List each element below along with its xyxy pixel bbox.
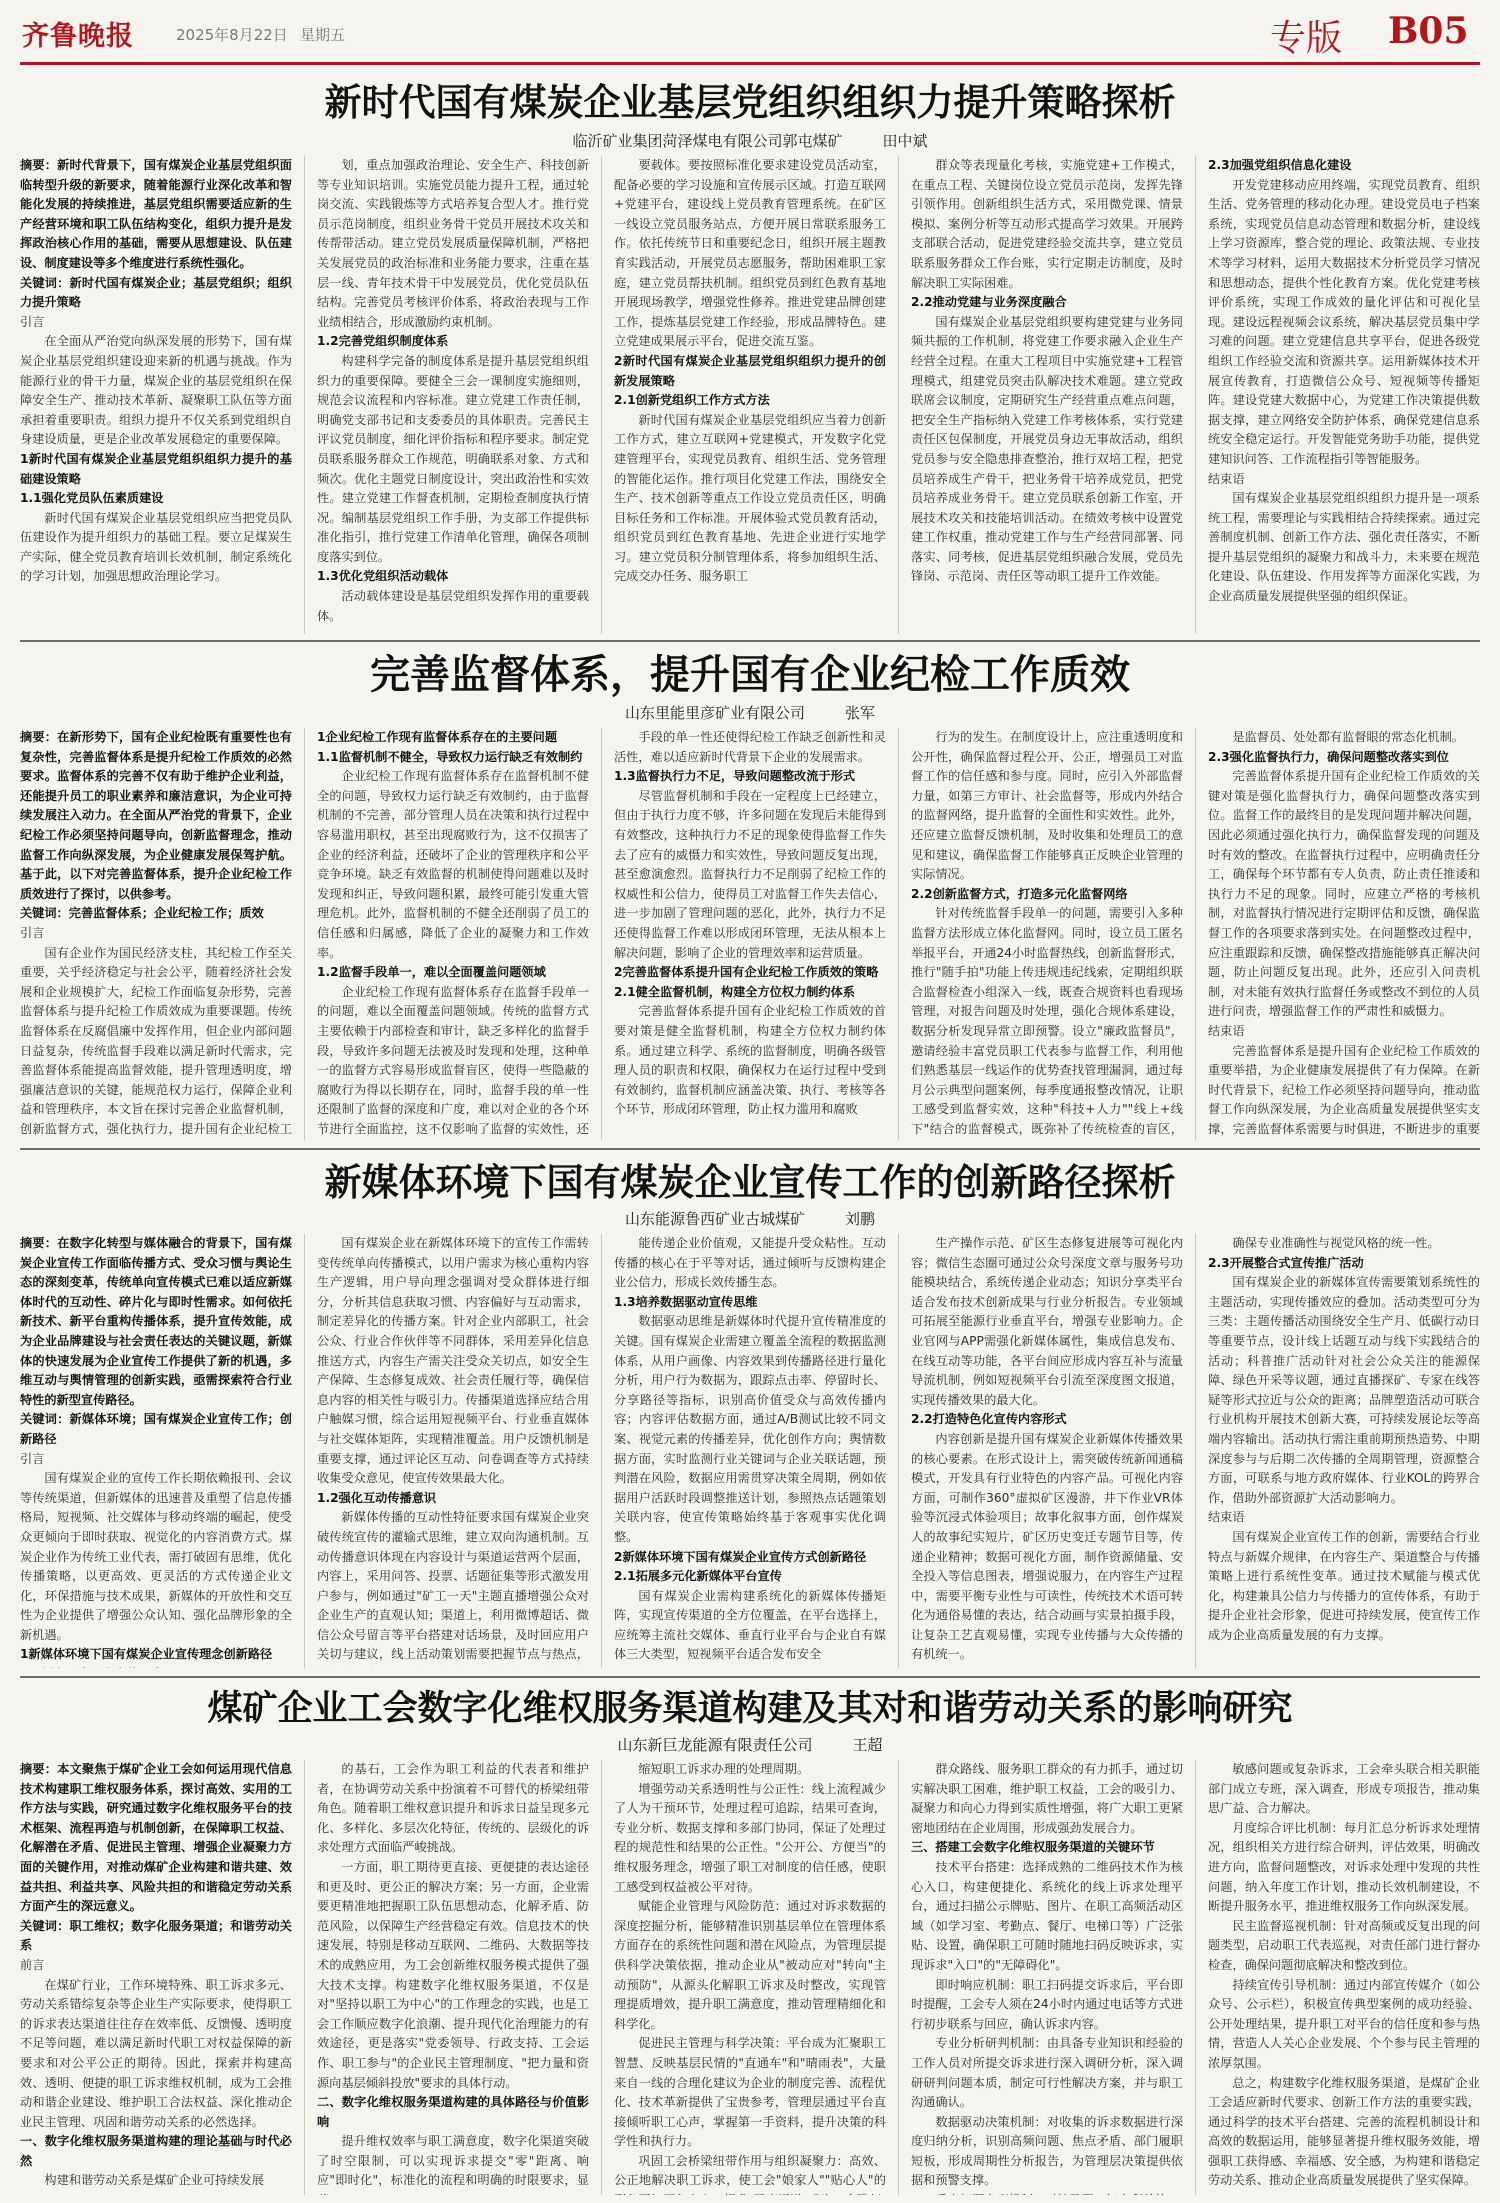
article-title: 完善监督体系，提升国有企业纪检工作质效 xyxy=(370,651,1130,698)
author-name: 田中斌 xyxy=(882,132,928,150)
paragraph: 国有煤炭企业宣传工作的创新，需要结合行业特点与新媒介规律，在内容生产、渠道整合与传播策略上进行系统性变革。通过技术赋能与模式优化，构建兼具公信力与传播力的宣传体系，有助于提升企业社会形象，促进可持续发展，使宣传工作成为企业高质量发展的有力支撑。 xyxy=(1208,1529,1480,1642)
article-title: 新媒体环境下国有煤炭企业宣传工作的创新路径探析 xyxy=(324,1160,1176,1204)
paragraph: 一方面，职工期待更直接、更便捷的表达途径和更及时、更公正的解决方案；另一方面，企业需要更精准地把握职工队伍思想动态，化解矛盾、防范风险，以保障生产经营稳定有效。信息技术的快速发展，特别是移动互联网、二维码、大数据等技术的成熟应用，为工会创新维权服务模式提供了强大技术支撑。构建数字化维权服务渠道，不仅是对"坚持以职工为中心"的工作理念的实践，也是工会工作顺应数字化浪潮、提升现代化治理能力的有效途径，更是落实"党委领导、行政支持、工会运作、职工参与"的企业民主管理制度、"把力量和资源向基层倾斜投放"要求的具体行动。 xyxy=(317,1859,589,2090)
text-column xyxy=(1208,156,1480,634)
text-column xyxy=(911,156,1183,634)
section-heading: 1.2监督手段单一，难以全面覆盖问题领域 xyxy=(317,965,546,980)
paragraph: 缩短职工诉求办理的处理周期。 xyxy=(638,1762,810,1776)
article-byline xyxy=(20,130,1480,151)
paragraph: 划，重点加强政治理论、安全生产、科技创新等专业知识培训。实施党员能力提升工程，通过轮岗交流、实践锻炼等方式培养复合型人才。推行党员示范岗制度，组织业务骨干党员开展技术攻关和传帮带活动。建立党员发展质量保障机制，严格把关发展党员的政治标准和业务能力要求，注重在基层一线、青年技术骨干中发展党员，优化党员队伍结构。完善党员考核评价体系，将政治表现与工作业绩相结合，形成激励约束机制。 xyxy=(317,158,589,329)
page-number: B05 xyxy=(1388,10,1469,52)
author-org: 临沂矿业集团菏泽煤电有限公司郭屯煤矿 xyxy=(572,132,843,150)
article-body xyxy=(20,1760,1480,2195)
section-label: 结束语 xyxy=(1208,471,1245,486)
paragraph: 手段的单一性还使得纪检工作缺乏创新性和灵活性，难以适应新时代背景下企业的发展需求。 xyxy=(614,730,886,764)
text-column xyxy=(1208,1760,1480,2195)
text-column xyxy=(20,728,292,1140)
text-column xyxy=(614,1234,886,1668)
text-column xyxy=(317,1234,589,1668)
article-supervision-system xyxy=(20,646,1480,1146)
paragraph xyxy=(911,2191,1183,2195)
section-heading: 1.3优化党组织活动载体 xyxy=(317,569,449,584)
section-heading: 关键词：新媒体环境；国有煤炭企业宣传工作；创新路径 xyxy=(20,1412,292,1446)
paragraph: 企业纪检工作现有监督体系存在监督手段单一的问题，难以全面覆盖问题领域。传统的监督方式主要依赖于内部检查和审计，缺乏多样化的监督手段，导致许多问题无法被及时发现和处理，这种单一的监督方式容易形成监督盲区，使得一些隐蔽的腐败行为得以长期存在，同时，监督手段的单一性还限制了监督的深度和广度，难以对企业的各个环节进行全面监控，这不仅影响了监督的实效性，还 xyxy=(317,984,589,1136)
masthead-rule xyxy=(20,62,1480,65)
paragraph: 完善监督体系提升国有企业纪检工作质效的关键对策是强化监督执行力，确保问题整改落实到位。监督工作的最终目的是发现问题并解决问题，因此必须通过强化执行力，确保监督发现的问题及时有效的整改。在监督执行过程中，应明确责任分工，确保每个环节都有专人负责，防止责任推诿和执行力不足的现象。同时，应建立严格的考核机制，对监督执行情况进行定期评估和反馈，确保监督工作的各项要求落到实处。在问题整改过程中，应注重跟踪和反馈，确保整改措施能够真正解决问题，防止问题反复出现。此外，还应引入问责机制，对未能有效执行监督任务或整改不到位的人员进行问责，增强监督工作的严肃性和威慑力。 xyxy=(1208,769,1480,1019)
paragraph: 在全面从严治党向纵深发展的形势下，国有煤炭企业基层党组织建设迎来新的机遇与挑战。作为能源行业的骨干力量，煤炭企业的基层党组织在保障安全生产、推动技术革新、凝聚职工队伍等方面承担着重要职责。组织力提升不仅关系到党组织自身建设质量，更是企业改革发展稳定的重要保障。 xyxy=(20,334,292,447)
abstract: 摘要：在新形势下，国有企业纪检既有重要性也有复杂性，完善监督体系是提升纪检工作质效的必然要求。监督体系的完善不仅有助于维护企业利益，还能提升员工的职业素养和廉洁意识，为企业可持续发展注入动力。在全面从严治党的背景下，企业纪检工作必须坚持问题导向，创新监督理念，推动监督工作向纵深发展，为企业健康发展保驾护航。基于此，以下对完善监督体系，提升企业纪检工作质效进行了探讨，以供参考。 xyxy=(20,730,292,901)
text-column xyxy=(1208,728,1480,1140)
text-column xyxy=(911,1234,1183,1668)
paragraph: 针对传统监督手段单一的问题，需要引入多种监督方法形成立体化监督网。同时，设立员工匿名举报平台，开通24小时监督热线，创新监督形式，推行"随手拍"功能上传违规违纪线索，定期组织联合监督检查小组深入一线，既查合规资料也看现场管理，对报告问题及时处理，强化合规体系建设，数据分析发现异常立即预警。设立"廉政监督员"，邀请经验丰富党员职工代表参与监督工作，利用他们熟悉基层一线运作的优势查找管理漏洞，通过每月公示典型问题案例，每季度通报整改情况，让职工感受到监督实效，这种"科技+人力""线上+线下"结合的监督模式，既弥补了传统检查的盲区， xyxy=(911,906,1183,1136)
section-heading: 2.1创新党组织工作方式方法 xyxy=(614,393,770,408)
section-label: 引言 xyxy=(20,314,45,329)
paragraph: 国有煤炭企业基层党组织要构建党建与业务同频共振的工作机制，将党建工作要求融入企业生产经营全过程。在重大工程项目中实施党建+工程管理模式，组建党员突击队解决技术难题。建立党政联席会议制度，定期研究生产经营重点难点问题，把安全生产指标纳入党建工作考核体系，实行党建责任区包保制度，开展党员身边无事故活动，组织党员参与安全隐患排查整治，推行双培工程，把党员培养成生产骨干，把业务骨干培养成党员，把党员培养成业务骨干。建立党员联系创新工作室，开展技术攻关和技能培训活动。在绩效考核中设置党建工作权重，推动党建工作与生产经营同部署、同落实、同考核，促进基层党组织融合发展，党员先锋岗、示范岗、责任区等动职工提升工作效能。 xyxy=(911,314,1183,584)
paragraph: 巩固工会桥梁纽带作用与组织凝聚力：高效、公正地解决职工诉求，使工会"娘家人""贴心人"的 xyxy=(614,2153,886,2188)
section-heading: 1.2完善党组织制度体系 xyxy=(317,334,449,349)
section-heading: 1.3培养数据驱动宣传思维 xyxy=(614,1294,758,1309)
column-rule xyxy=(304,1760,305,2195)
paragraph: 即时响应机制：职工扫码提交诉求后，平台即时提醒，工会专人须在24小时内通过电话等方式进行初步联系与回应，确认诉求内容。 xyxy=(911,1977,1183,2031)
paragraph: 完善监督体系提升国有企业纪检工作质效的首要对策是健全监督机制，构建全方位权力制约体系。通过建立科学、系统的监督制度，明确各级管理人员的职责和权限，确保权力在运行过程中受到有效制约，监督机制应涵盖决策、执行、考核等各个环节，形成闭环管理，防止权力滥用和腐败 xyxy=(614,1004,886,1117)
section-heading: 一、数字化维权服务渠道构建的理论基础与时代必然 xyxy=(20,2134,292,2168)
article-byline xyxy=(20,1208,1480,1229)
author-org: 山东新巨龙能源有限责任公司 xyxy=(617,1736,813,1754)
article-body xyxy=(20,1234,1480,1668)
section-heading: 1.2强化互动传播意识 xyxy=(317,1490,437,1505)
text-column xyxy=(911,1760,1183,2195)
abstract: 摘要：本文聚焦于煤矿企业工会如何运用现代信息技术构建职工维权服务体系，探讨高效、实用的工作方法与实践，研究通过数字化维权服务平台的技术框架、流程再造与机制创新，在保障职工权益、化解潜在矛盾、促进民主管理、增强企业凝聚力方面的关键作用，对推动煤矿企业构建和谐共建、效益共担、利益共享、风险共担的和谐稳定劳动关系方面产生的深远意义。 xyxy=(20,1762,292,1914)
paragraph: 群众等表现量化考核，实施党建+工作模式，在重点工程、关键岗位设立党员示范岗，发挥先锋引领作用。创新组织生活方式，采用微党课、情景模拟、案例分析等互动形式提高学习效果。开展跨支部联合活动，促进党建经验交流共享，建立党员联系服务群众工作台账，实行定期走访制度，及时解决职工实际困难。 xyxy=(911,158,1183,290)
section-heading: 1.1强化党员队伍素质建设 xyxy=(20,491,164,506)
section-heading: 关键词：职工维权；数字化服务渠道；和谐劳动关系 xyxy=(20,1918,292,1953)
paragraph: 技术平台搭建：选择成熟的二维码技术作为核心入口，构建便捷化、系统化的线上诉求处理平台，通过扫描公示牌贴、图片、在职工高频活动区域（如学习室、考勤点、餐厅、电梯口等）广泛张贴、设置，确保职工可随时随地扫码反映诉求，实现诉求"入口"的"无障碍化"。 xyxy=(911,1859,1183,1972)
text-column xyxy=(317,728,589,1140)
abstract: 摘要：新时代背景下，国有煤炭企业基层党组织面临转型升级的新要求，随着能源行业深化改革和智能化发展的持续推进，基层党组织需要适应新的生产经营环境和职工队伍结构变化，组织力提升是发挥政治核心作用的基础，需要从思想建设、队伍建设、制度建设等多个维度进行系统性强化。 xyxy=(20,158,292,270)
column-rule xyxy=(1195,156,1196,634)
column-rule xyxy=(898,1234,899,1668)
paragraph: 活动载体建设是基层党组织发挥作用的重要载体。 xyxy=(317,589,589,623)
section-label: 前言 xyxy=(20,1957,45,1972)
paragraph: 群众路线、服务职工群众的有力抓手，通过切实解决职工困难，维护职工权益，工会的吸引力、凝聚力和向心力得到实质性增强，将广大职工更紧密地团结在企业周围，形成强劲发展合力。 xyxy=(911,1762,1183,1835)
column-rule xyxy=(898,156,899,634)
article-body xyxy=(20,156,1480,634)
paragraph: 是监督员、处处都有监督眼的常态化机制。 xyxy=(1232,730,1464,744)
paragraph: 完善监督体系是提升国有企业纪检工作质效的重要举措，为企业健康发展提供了有力保障。在新时代背景下，纪检工作必须坚持问题导向，推动监督工作向纵深发展，为企业高质量发展提供坚实支撑，完善监督体系需要与时俱进，不断进步的重要 xyxy=(1208,1043,1480,1136)
column-rule xyxy=(601,1234,602,1668)
author-name: 刘鹏 xyxy=(845,1210,876,1228)
section-heading: 2.1拓展多元化新媒体平台宣传 xyxy=(614,1569,782,1584)
paragraph: 国有煤炭企业需构建系统化的新媒体传播矩阵，实现宣传渠道的全方位覆盖，在平台选择上，应统筹主流社交媒体、垂直行业平台与企业自有媒体三大类型，短视频平台适合发布安全 xyxy=(614,1588,886,1662)
article-new-media-publicity xyxy=(20,1154,1480,1674)
section-label: 引言 xyxy=(20,1451,45,1466)
paragraph: 新媒体传播的互动性特征要求国有煤炭企业突破传统宣传的灌输式思维，建立双向沟通机制。互动传播意识体现在内容设计与渠道运营两个层面，内容上，采用问答、投票、话题征集等形式激发用户参与，例如通过"矿工一天"主题直播增强公众对企业生产的直观认知；渠道上，利用微博超话、微信公众号留言等平台搭建对话场景，及时回应用户关切与建议，线上活动策划需要把握节点与热点， xyxy=(317,1510,589,1662)
author-org: 山东能源鲁西矿业古城煤矿 xyxy=(624,1210,805,1228)
text-column xyxy=(614,156,886,634)
column-rule xyxy=(1195,1760,1196,2195)
paragraph: 行为的发生。在制度设计上，应注重透明度和公开性，确保监督过程公开、公正，增强员工对监督工作的信任感和参与度。同时，应引入外部监督力量，如第三方审计、社会监督等，形成内外结合的监督网络，提升监督的全面性和实效性。此外，还应建立监督反馈机制，及时收集和处理员工的意见和建议，确保监督工作能够真正反映企业管理的实际情况。 xyxy=(911,730,1183,882)
paragraph: 赋能企业管理与风险防范：通过对诉求数据的深度挖掘分析，能够精准识别基层单位在管理体系方面存在的系统性问题和潜在风险点，为管理层提供科学决策依据，推动企业从"被动应对"转向"主动预防"，从源头化解职工诉求及时整改，实现管理提质增效，提升职工满意度，推动管理精细化和科学化。 xyxy=(614,1899,886,2031)
paragraph: 国有煤炭企业在新媒体环境下的宣传工作需转变传统单向传播模式，以用户需求为核心重构内容生产逻辑，用户导向理念强调对受众群体进行细分，分析其信息获取习惯、内容偏好与互动需求，制定差异化的传播方案。针对企业内部职工，社会公众、行业合作伙伴等不同群体，采用差异化信息推送方式，内容生产需关注受众关切点，如安全生产保障、生态修复成效、社会责任履行等，确保信息内容的相关性与吸引力。传播渠道选择应结合用户触媒习惯，综合运用短视频平台、行业垂直媒体与社交媒体矩阵，实现精准覆盖。用户反馈机制是重要支撑，通过评论区互动、问卷调查等方式持续收集受众意见，使宣传效果最大化。 xyxy=(317,1236,589,1486)
section-label: 结束语 xyxy=(1208,1510,1245,1525)
section-heading: 2新时代国有煤炭企业基层党组织组织力提升的创新发展策略 xyxy=(614,353,886,388)
section-heading: 2.2创新监督方式，打造多元化监督网络 xyxy=(911,886,1128,901)
column-rule xyxy=(898,1760,899,2195)
section-label: 结束语 xyxy=(1208,1023,1245,1038)
paragraph: 新时代国有煤炭企业基层党组织应当把党员队伍建设作为提升组织力的基础工程。要立足煤炭生产实际，健全党员教育培训长效机制，制定系统化的学习计划，加强思想政治理论学习。 xyxy=(20,510,292,584)
paragraph: 要载体。要按照标准化要求建设党员活动室，配备必要的学习设施和宣传展示区域。打造互联网+党建平台，建设线上党员教育管理系统。在矿区一线设立党员服务站点，方便开展日常联系服务工作。依托传统节日和重要纪念日，组织开展主题教育实践活动，开展党员志愿服务，帮助困难职工家庭，建立党员帮扶机制。组织党员到红色教育基地开展现场教学，增强党性修养。推进党建品牌创建工作，提炼基层党建工作经验，形成品牌特色。建立党建成果展示平台，促进交流互鉴。 xyxy=(614,158,886,349)
section-heading: 2.2推动党建与业务深度融合 xyxy=(911,295,1067,310)
section-heading: 2.3开展整合式宣传推广活动 xyxy=(1208,1255,1364,1270)
issue-date: 2025年8月22日 xyxy=(176,26,288,44)
article-byline xyxy=(20,702,1480,723)
paragraph: 提升维权效率与职工满意度，数字化渠道突破了时空限制，可以实现诉求提交"零"距离、响应"即时化"，标准化的流程和明确的时限要求，显 xyxy=(317,2134,589,2188)
column-rule xyxy=(304,156,305,634)
text-column xyxy=(911,728,1183,1140)
section-heading: 2新媒体环境下国有煤炭企业宣传方式创新路径 xyxy=(614,1549,867,1564)
section-label: 引言 xyxy=(20,925,45,940)
paragraph: 月度综合评比机制：每月汇总分析诉求处理情况，组织相关方进行综合研判，评估效果，明确改进方向，监督问题整改，对诉求处理中发现的共性问题，纳入年度工作计划，推动长效机制建设，不断提升服务水平，推进维权服务工作向纵深发展。 xyxy=(1208,1820,1480,1914)
section-heading: 关键词：完善监督体系；企业纪检工作；质效 xyxy=(20,906,264,921)
paragraph: 促进民主管理与科学决策：平台成为汇聚职工智慧、反映基层民情的"直通车"和"晴雨表"，大量来自一线的合理化建议为企业的制度完善、流程优化、技术革新提供了宝贵参考，管理层通过平台直接倾听职工心声，掌握第一手资料，提升决策的科学性和执行力。 xyxy=(614,2036,886,2149)
paragraph: 国有煤炭企业的宣传工作长期依赖报刊、会议等传统渠道，但新媒体的迅速普及重塑了信息传播格局，短视频、社交媒体与移动终端的崛起，使受众更倾向于即时获取、视觉化的内容消费方式。煤炭企业作为传统工业代表，需打破固有思维，优化传播策略，以更高效、更灵活的方式传递企业文化，环保措施与技术成果，新媒体的开放性和交互性为企业提供了增强公众认知、强化品牌形象的全新机遇。 xyxy=(20,1471,292,1642)
paragraph: 国有煤炭企业基层党组织组织力提升是一项系统工程，需要理论与实践相结合持续探索。通过完善制度机制、创新工作方法、强化责任落实，不断提升基层党组织的凝聚力和战斗力，未来要在规范化建设、队伍建设、作用发挥等方面深化实践，为企业高质量发展提供坚强的组织保证。 xyxy=(1208,491,1480,604)
section-heading: 1新媒体环境下国有煤炭企业宣传理念创新路径 xyxy=(20,1647,273,1662)
section-heading: 关键词：新时代国有煤炭企业；基层党组织；组织力提升策略 xyxy=(20,275,292,310)
section-name: 专版 xyxy=(1270,18,1343,59)
section-heading: 2.2打造特色化宣传内容形式 xyxy=(911,1412,1067,1427)
paragraph: 数据驱动思维是新媒体时代提升宣传精准度的关键。国有煤炭企业需建立覆盖全流程的数据监测体系，从用户画像、内容效果到传播路径进行量化分析，用户行为数据为，跟踪点击率、停留时长、分享路径等指标，识别高价值受众与高效传播内容；内容评估数据方面，通过A/B测试比较不同文案、视觉元素的传播差异，优化创作方向；舆情数据方面，实时监测行业关键词与企业关联话题，预判潜在风险，数据应用需贯穿决策全周期，例如依据用户活跃时段调整推送计划，参照热点话题策划关联内容，使宣传策略始终基于客观事实优化调整。 xyxy=(614,1314,886,1544)
text-column xyxy=(20,1760,292,2195)
section-heading: 2.1健全监督机制，构建全方位权力制约体系 xyxy=(614,984,855,999)
column-rule xyxy=(1195,1234,1196,1668)
masthead xyxy=(0,0,1500,66)
column-rule xyxy=(1195,728,1196,1140)
issue-weekday: 星期五 xyxy=(300,26,346,44)
paragraph: 生产操作示范、矿区生态修复进展等可视化内容；微信生态圈可通过公众号深度文章与服务号功能模块结合，系统传递企业动态；知识分享类平台适合发布技术创新成果与行业分析报告。专业领域可拓展至能源行业垂直平台，增强专业影响力。企业官网与APP需强化新媒体属性，集成信息发布、在线互动等功能，各平台间应形成内容互补与流量导流机制，例如短视频平台引流至深度图文报道，实现传播效果的最大化。 xyxy=(911,1236,1183,1407)
article-body xyxy=(20,728,1480,1140)
section-heading: 2.3加强党组织信息化建设 xyxy=(1208,158,1352,172)
text-column xyxy=(20,156,292,634)
section-heading: 二、数字化维权服务渠道构建的具体路径与价值影响 xyxy=(317,2095,589,2129)
article-divider xyxy=(20,1676,1480,1678)
text-column xyxy=(317,1760,589,2195)
section-heading: 2完善监督体系提升国有企业纪检工作质效的策略 xyxy=(614,965,879,980)
text-column xyxy=(317,156,589,634)
author-name: 王超 xyxy=(852,1736,883,1754)
column-rule xyxy=(304,728,305,1140)
section-heading: 1企业纪检工作现有监督体系存在的主要问题 xyxy=(317,730,558,744)
article-union-digital-rights xyxy=(20,1682,1480,2197)
paragraph: 内容创新是提升国有煤炭企业新媒体传播效果的核心要素。在形式设计上，需突破传统新闻通稿模式，开发具有行业特色的内容产品。可视化内容方面，可制作360°虚拟矿区漫游，井下作业VR体验等沉浸式体验项目；故事化叙事方面，创作煤炭人的故事纪实短片，矿区历史变迁专题节目等，传递企业精神；数据可视化方面，制作资源储量、安全投入等信息图表，增强说服力，在内容生产过程中，需要平衡专业性与可读性，传统技术术语可转化为通俗易懂的表达，结合动画与实景拍摄手段，让复杂工艺直观易懂，实现专业传播与大众传播的有机统一。 xyxy=(911,1431,1183,1662)
paragraph: 在煤矿行业，工作环境特殊、职工诉求多元、劳动关系错综复杂等企业生产实际要求，使得职工的诉求表达渠道往往存在效率低、反馈慢、透明度不足等问题，难以满足新时代职工对权益保障的新要求和对公平公正的期待。因此，探索并构建高效、透明、便捷的职工诉求维权机制，成为工会推动和谐企业建设、维护职工合法权益、深化推动企业民主管理、巩固和谐劳动关系的必然选择。 xyxy=(20,1977,292,2129)
paragraph: 数据驱动决策机制：对收集的诉求数据进行深度归纳分析，识别高频问题、焦点矛盾、部门履职短板，形成周期性分析报告，为管理层决策提供依据和预警支撑。 xyxy=(911,2114,1183,2188)
paragraph: 国有煤炭企业的新媒体宣传需要策划系统性的主题活动，实现传播效应的叠加。活动类型可分为三类：主题传播活动围绕安全生产月、低碳行动日等重要节点，设计线上话题互动与线下实践结合的活动；科普推广活动针对社会公众关注的能源保障、绿色开采等议题，通过直播探矿、专家在线答疑等形式拉近与公众的距离；品牌塑造活动可联合行业机构开展技术创新大赛，可持续发展论坛等高端内容输出。活动执行需注重前期预热造势、中期深度参与与后期二次传播的全周期管理，资源整合方面，可联系与地方政府媒体、行业KOL的跨界合作，借助外部资源扩大活动影响力。 xyxy=(1208,1275,1480,1505)
text-column xyxy=(614,728,886,1140)
text-column xyxy=(1208,1234,1480,1668)
column-rule xyxy=(304,1234,305,1668)
paragraph: 开发党建移动应用终端，实现党员教育、组织生活、党务管理的移动化办理。建设党员电子档案系统，实现党员信息动态管理和数据分析，建设线上学习资源库，整合党的理论、政策法规、专业技术等学习材料，运用大数据技术分析党员学习情况和思想动态，提供个性化教育方案。优化党建考核评价系统，实现工作成效的量化评估和可视化呈现。建设远程视频会议系统，解决基层党员集中学习难的问题。建立党建信息共享平台，促进各级党组织工作经验交流和资源共享。运用新媒体技术开展宣传教育，打造微信公众号、短视频等传播矩阵。建设党建大数据中心，为党建工作决策提供数据支撑，建立网络安全防护体系，确保党建信息系统安全稳定运行。开发智能党务助手功能，提供党建知识问答、工作流程指引等智能服务。 xyxy=(1208,177,1480,466)
paragraph: 民主监督巡视机制：针对高频或反复出现的问题类型，启动职工代表巡视，对责任部门进行督办检查，确保问题彻底解决和整改到位。 xyxy=(1208,1918,1480,1972)
paragraph: 新时代国有煤炭企业基层党组织应当着力创新工作方式，建立互联网+党建模式，开发数字化党建管理平台，实现党员教育、组织生活、党务管理的智能化运作。推行项目化党建工作法，围绕安全生产、技术创新等重点工作设立党员责任区，明确目标任务和工作标准。开展体验式党员教育活动，组织党员到红色教育基地、先进企业进行实地学习。建立党员积分制管理体系，将参加组织生活、完成交办任务、服务职工 xyxy=(614,412,886,584)
paragraph: 专业分析研判机制：由具备专业知识和经验的工作人员对所提交诉求进行深入调研分析，深入调研研判问题本质，制定可行性解决方案，并与职工沟通确认。 xyxy=(911,2036,1183,2110)
section-heading: 三、搭建工会数字化维权服务渠道的关键环节 xyxy=(911,1840,1155,1855)
article-divider xyxy=(20,1148,1480,1150)
paragraph: 能传递企业价值观，又能提升受众粘性。互动传播的核心在于平等对话，通过倾听与反馈构建企业公信力，形成长效传播生态。 xyxy=(614,1236,886,1290)
article-title: 煤矿企业工会数字化维权服务渠道构建及其对和谐劳动关系的影响研究 xyxy=(207,1688,1293,1729)
author-org: 山东里能里彦矿业有限公司 xyxy=(624,704,805,722)
newspaper-logo: 齐鲁晚报 xyxy=(22,21,134,52)
column-rule xyxy=(601,1760,602,2195)
paragraph: 的基石，工会作为职工利益的代表者和维护者，在协调劳动关系中扮演着不可替代的桥梁纽带角色。随着职工维权意识提升和诉求日益呈现多元化、多样化、多层次化特征，传统的、层级化的诉求处理方式面临严峻挑战。 xyxy=(317,1762,589,1855)
article-divider xyxy=(20,640,1480,642)
abstract: 摘要：在数字化转型与媒体融合的背景下，国有煤炭企业宣传工作面临传播方式、受众习惯与舆论生态的深刻变革，传统单向宣传模式已难以适应新媒体时代的互动性、碎片化与即时性需求。如何依托新技术、新平台重构传播体系，提升宣传效能，成为企业品牌建设与社会责任表达的关键议题，新媒体的快速发展为企业宣传工作提供了新的机遇，多维互动与舆情管理的创新实践，亟需探索符合行业特性的新型宣传路径。 xyxy=(20,1236,292,1407)
text-column xyxy=(20,1234,292,1668)
section-heading: 1.1监督机制不健全，导致权力运行缺乏有效制约 xyxy=(317,749,583,764)
column-rule xyxy=(898,728,899,1140)
article-byline xyxy=(20,1734,1480,1755)
text-column xyxy=(614,1760,886,2195)
paragraph: 增强劳动关系透明性与公正性：线上流程减少了人为干预环节，处理过程可追踪，结果可查询，专业分析、数据支撑和多部门协同，保证了处理过程的规范性和结果的公正性。"公开公、方便当"的维权服务理念，增强了职工对制度的信任感，使职工感受到权益被公平对待。 xyxy=(614,1781,886,1894)
paragraph: 持续宣传引导机制：通过内部宣传媒介（如公众号、公示栏），积极宣传典型案例的成功经验、公开处理结果，提升职工对平台的信任度和参与热情，营造人人关心企业发展、个个参与民主管理的浓厚氛围。 xyxy=(1208,1977,1480,2070)
column-rule xyxy=(601,156,602,634)
section-heading: 1.3监督执行力不足，导致问题整改流于形式 xyxy=(614,769,855,784)
section-heading: 1新时代国有煤炭企业基层党组织组织力提升的基础建设策略 xyxy=(20,451,292,486)
paragraph: 国有企业作为国民经济支柱，其纪检工作至关重要，关乎经济稳定与社会公平，随着经济社会发展和企业规模扩大，纪检工作面临复杂形势，完善监督体系与提升纪检工作质效成为重要课题。传统监督体系在反腐倡廉中发挥作用，但企业内部问题日益复杂，传统监督手段难以满足新时代需求，完善监督体系能提高监督效能，提升管理透明度，增强廉洁意识的关键，能规范权力运行，保障企业利益和管理秩序，本文旨在探讨完善企业监督机制，创新监督方式，强化执行力，提升国有企业纪检工 xyxy=(20,945,292,1136)
section-heading: 2.3强化监督执行力，确保问题整改落实到位 xyxy=(1208,749,1449,764)
author-name: 张军 xyxy=(845,704,876,722)
paragraph: 尽管监督机制和手段在一定程度上已经建立，但由于执行力度不够，许多问题在发现后未能得到有效整改，这种执行力不足的现象使得监督工作失去了应有的威慑力和实效性，导致问题反复出现，甚至愈演愈烈。监督执行力不足削弱了纪检工作的权威性和公信力，使得员工对监督工作失去信心，进一步加剧了管理问题的恶化，此外，执行力不足还使得监督工作难以形成闭环管理，无法从根本上解决问题，影响了企业的管理效率和运营质量。 xyxy=(614,788,886,960)
paragraph: 构建和谐劳动关系是煤矿企业可持续发展 xyxy=(44,2173,264,2188)
article-title: 新时代国有煤炭企业基层党组织组织力提升策略探析 xyxy=(324,80,1176,124)
paragraph: 敏感问题或复杂诉求，工会牵头联合相关职能部门成立专班，深入调查，形成专项报告，推动集思广益、合力解决。 xyxy=(1208,1762,1480,1816)
article-party-organization xyxy=(20,70,1480,638)
paragraph: 总之，构建数字化维权服务渠道，是煤矿企业工会适应新时代要求、创新工作方法的重要实践，通过科学的技术平台搭建、完善的流程机制设计和高效的数据运用，能够显著提升维权服务效能，增强职工获得感、幸福感、安全感，为构建和谐稳定劳动关系、推动企业高质量发展提供了坚实保障。 xyxy=(1208,2075,1480,2188)
paragraph: 企业纪检工作现有监督体系存在监督机制不健全的问题，导致权力运行缺乏有效制约，由于监督机制的不完善，部分管理人员在决策和执行过程中容易滥用职权，甚至出现腐败行为，这不仅损害了企业的经济利益，还破坏了企业的管理秩序和公平竞争环境。缺乏有效监督的机制使得问题难以及时发现和纠正，导致问题积累，最终可能引发重大管理危机。此外，监督机制的不健全还削弱了员工的信任感和归属感，降低了企业的凝聚力和工作效率。 xyxy=(317,769,589,960)
paragraph: 构建科学完备的制度体系是提升基层党组织组织力的重要保障。要健全三会一课制度实施细则，规范会议流程和内容标准。建立党建工作责任制，明确党支部书记和支委委员的具体职责。完善民主评议党员制度，细化评价指标和程序要求。制定党员联系服务群众工作规范，明确联系对象、方式和频次。优化主题党日制度设计，突出政治性和实效性。建立党建工作督查机制，定期检查制度执行情况。编制基层党组织工作手册，为支部工作提供标准化指引，推行党建工作清单化管理，确保各项制度落实到位。 xyxy=(317,353,589,564)
section-heading xyxy=(20,1665,292,1668)
column-rule xyxy=(601,728,602,1140)
paragraph: 确保专业准确性与视觉风格的统一性。 xyxy=(1232,1236,1440,1250)
